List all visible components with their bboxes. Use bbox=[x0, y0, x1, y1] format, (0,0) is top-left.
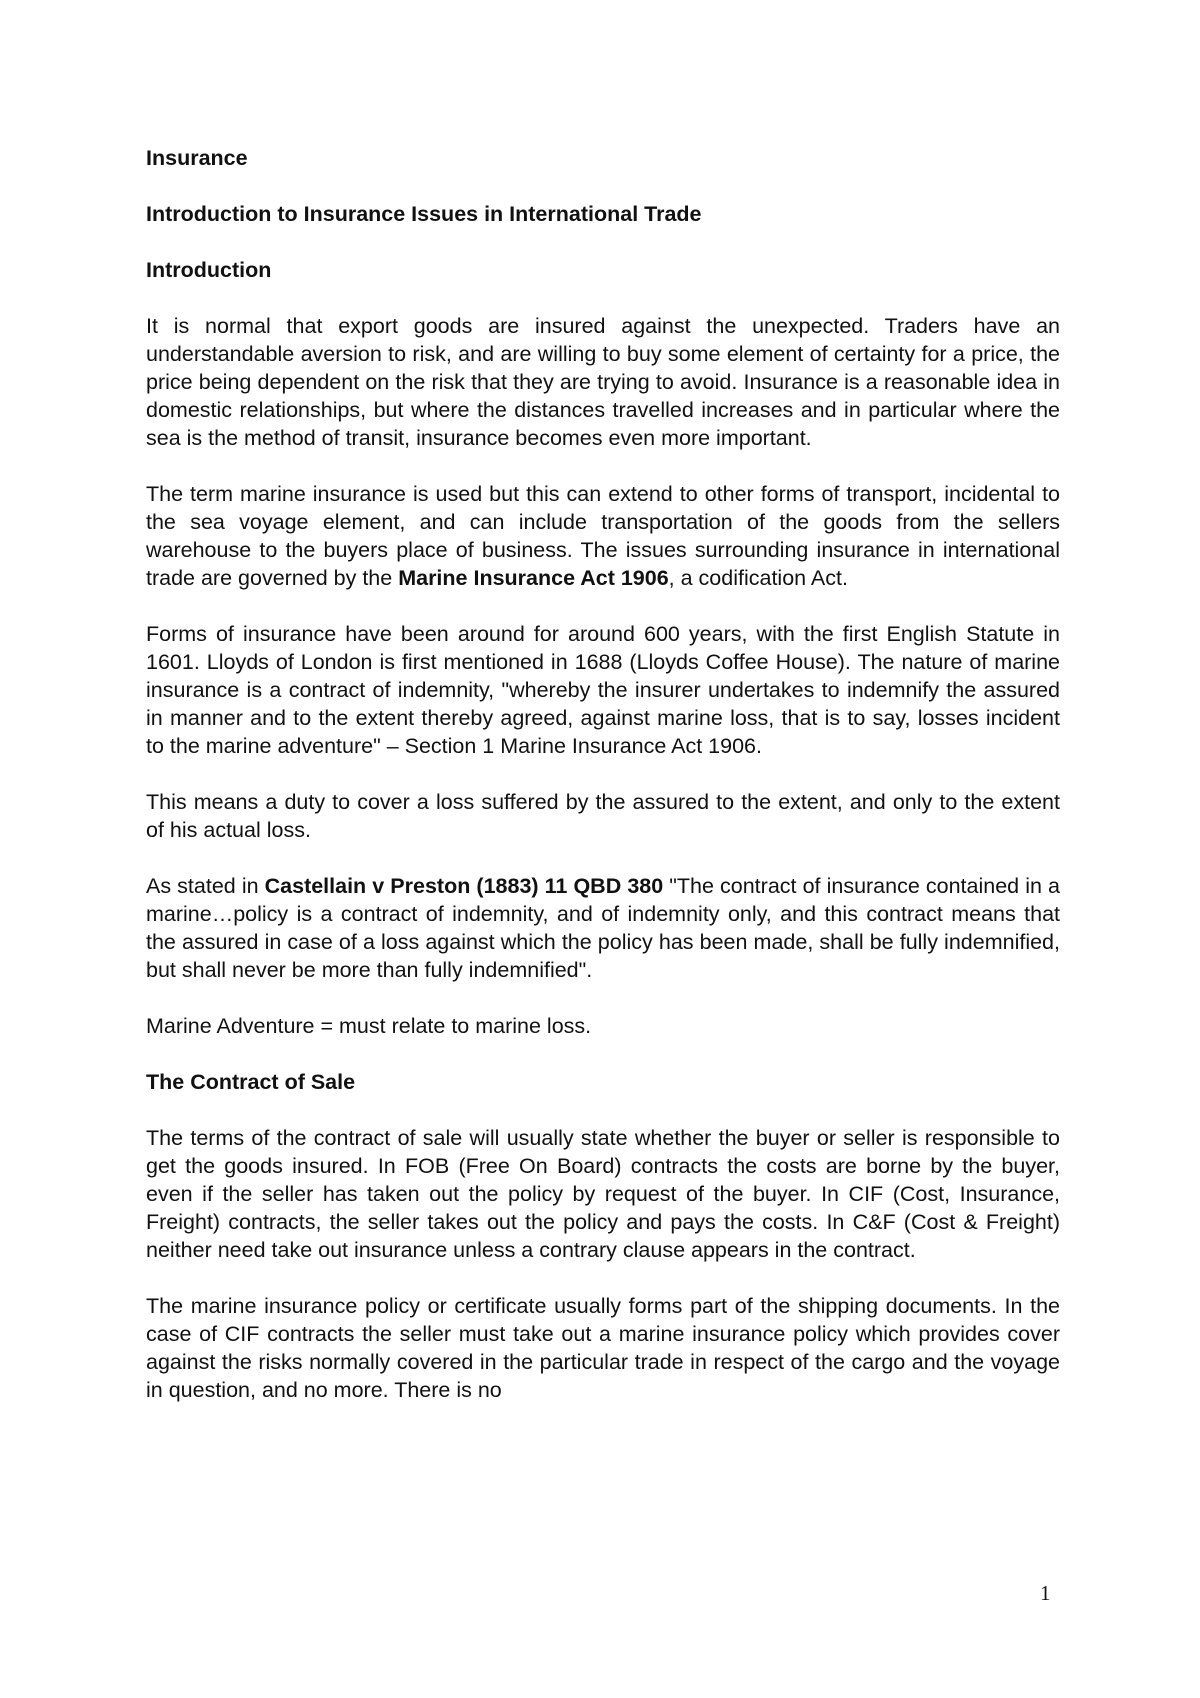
paragraph-shipping-documents: The marine insurance policy or certificate usually forms part of the shipping documents. In the case of CIF contracts the seller must take out a marine insurance policy which provides cover against the risks normally covered in the particular trade in respect of the cargo and the voyage in question, and no more. There is no bbox=[146, 1294, 1060, 1402]
paragraph-text: The term marine insurance is used but this can extend to other forms of transport, incidental to the sea voyage element, and can include transportation of the goods from the sellers warehouse to the buyers place of business. The issues surrounding insurance in international trade are governed by the bbox=[146, 482, 1060, 590]
document-subtitle: Introduction to Insurance Issues in International Trade bbox=[146, 202, 702, 226]
section-heading-introduction: Introduction bbox=[146, 258, 272, 282]
statute-reference: Marine Insurance Act 1906 bbox=[398, 566, 669, 590]
paragraph-history: Forms of insurance have been around for around 600 years, with the first English Statute in 1601. Lloyds of London is first mentioned in 1688 (Lloyds Coffee House). The nature of marine insurance is a contract of indemnity, "whereby the insurer undertakes to indemnify the assured in manner and to the extent thereby agreed, against marine loss, that is to say, losses incident to the marine adventure" – Section 1 Marine Insurance Act 1906. bbox=[146, 622, 1060, 758]
document-title: Insurance bbox=[146, 146, 248, 170]
paragraph-text: As stated in bbox=[146, 874, 265, 898]
paragraph-export-goods: It is normal that export goods are insured against the unexpected. Traders have an understandable aversion to risk, and are willing to buy some element of certainty for a price, the price being dependent on the risk that they are trying to avoid. Insurance is a reasonable idea in domestic relationships, but where the distances travelled increases and in particular where the sea is the method of transit, insurance becomes even more important. bbox=[146, 314, 1060, 450]
paragraph-duty-to-cover: This means a duty to cover a loss suffered by the assured to the extent, and only to the extent of his actual loss. bbox=[146, 790, 1060, 842]
paragraph-marine-adventure: Marine Adventure = must relate to marine loss. bbox=[146, 1014, 592, 1038]
paragraph-text: "The contract of insurance contained in a marine…policy is a contract of indemnity, and of indemnity only, and this contract means that the assured in case of a loss against which the policy has been made, shall be fully indemnified, but shall never be more than fully indemnified". bbox=[146, 874, 1060, 982]
paragraph-contract-terms: The terms of the contract of sale will usually state whether the buyer or seller is responsible to get the goods insured. In FOB (Free On Board) contracts the costs are borne by the buyer, even if the seller has taken out the policy by request of the buyer. In CIF (Cost, Insurance, Freight) contracts, the seller takes out the policy and pays the costs. In C&F (Cost & Freight) neither need take out insurance unless a contrary clause appears in the contract. bbox=[146, 1126, 1060, 1262]
paragraph-text: , a codification Act. bbox=[668, 566, 848, 590]
case-reference: Castellain v Preston (1883) 11 QBD 380 bbox=[264, 874, 664, 898]
page-number: 1 bbox=[1040, 1581, 1051, 1605]
section-heading-contract-of-sale: The Contract of Sale bbox=[146, 1070, 356, 1094]
paragraph-castellain-case bbox=[146, 872, 1060, 984]
paragraph-marine-insurance-term bbox=[146, 480, 1060, 592]
document-body bbox=[146, 144, 1060, 1404]
